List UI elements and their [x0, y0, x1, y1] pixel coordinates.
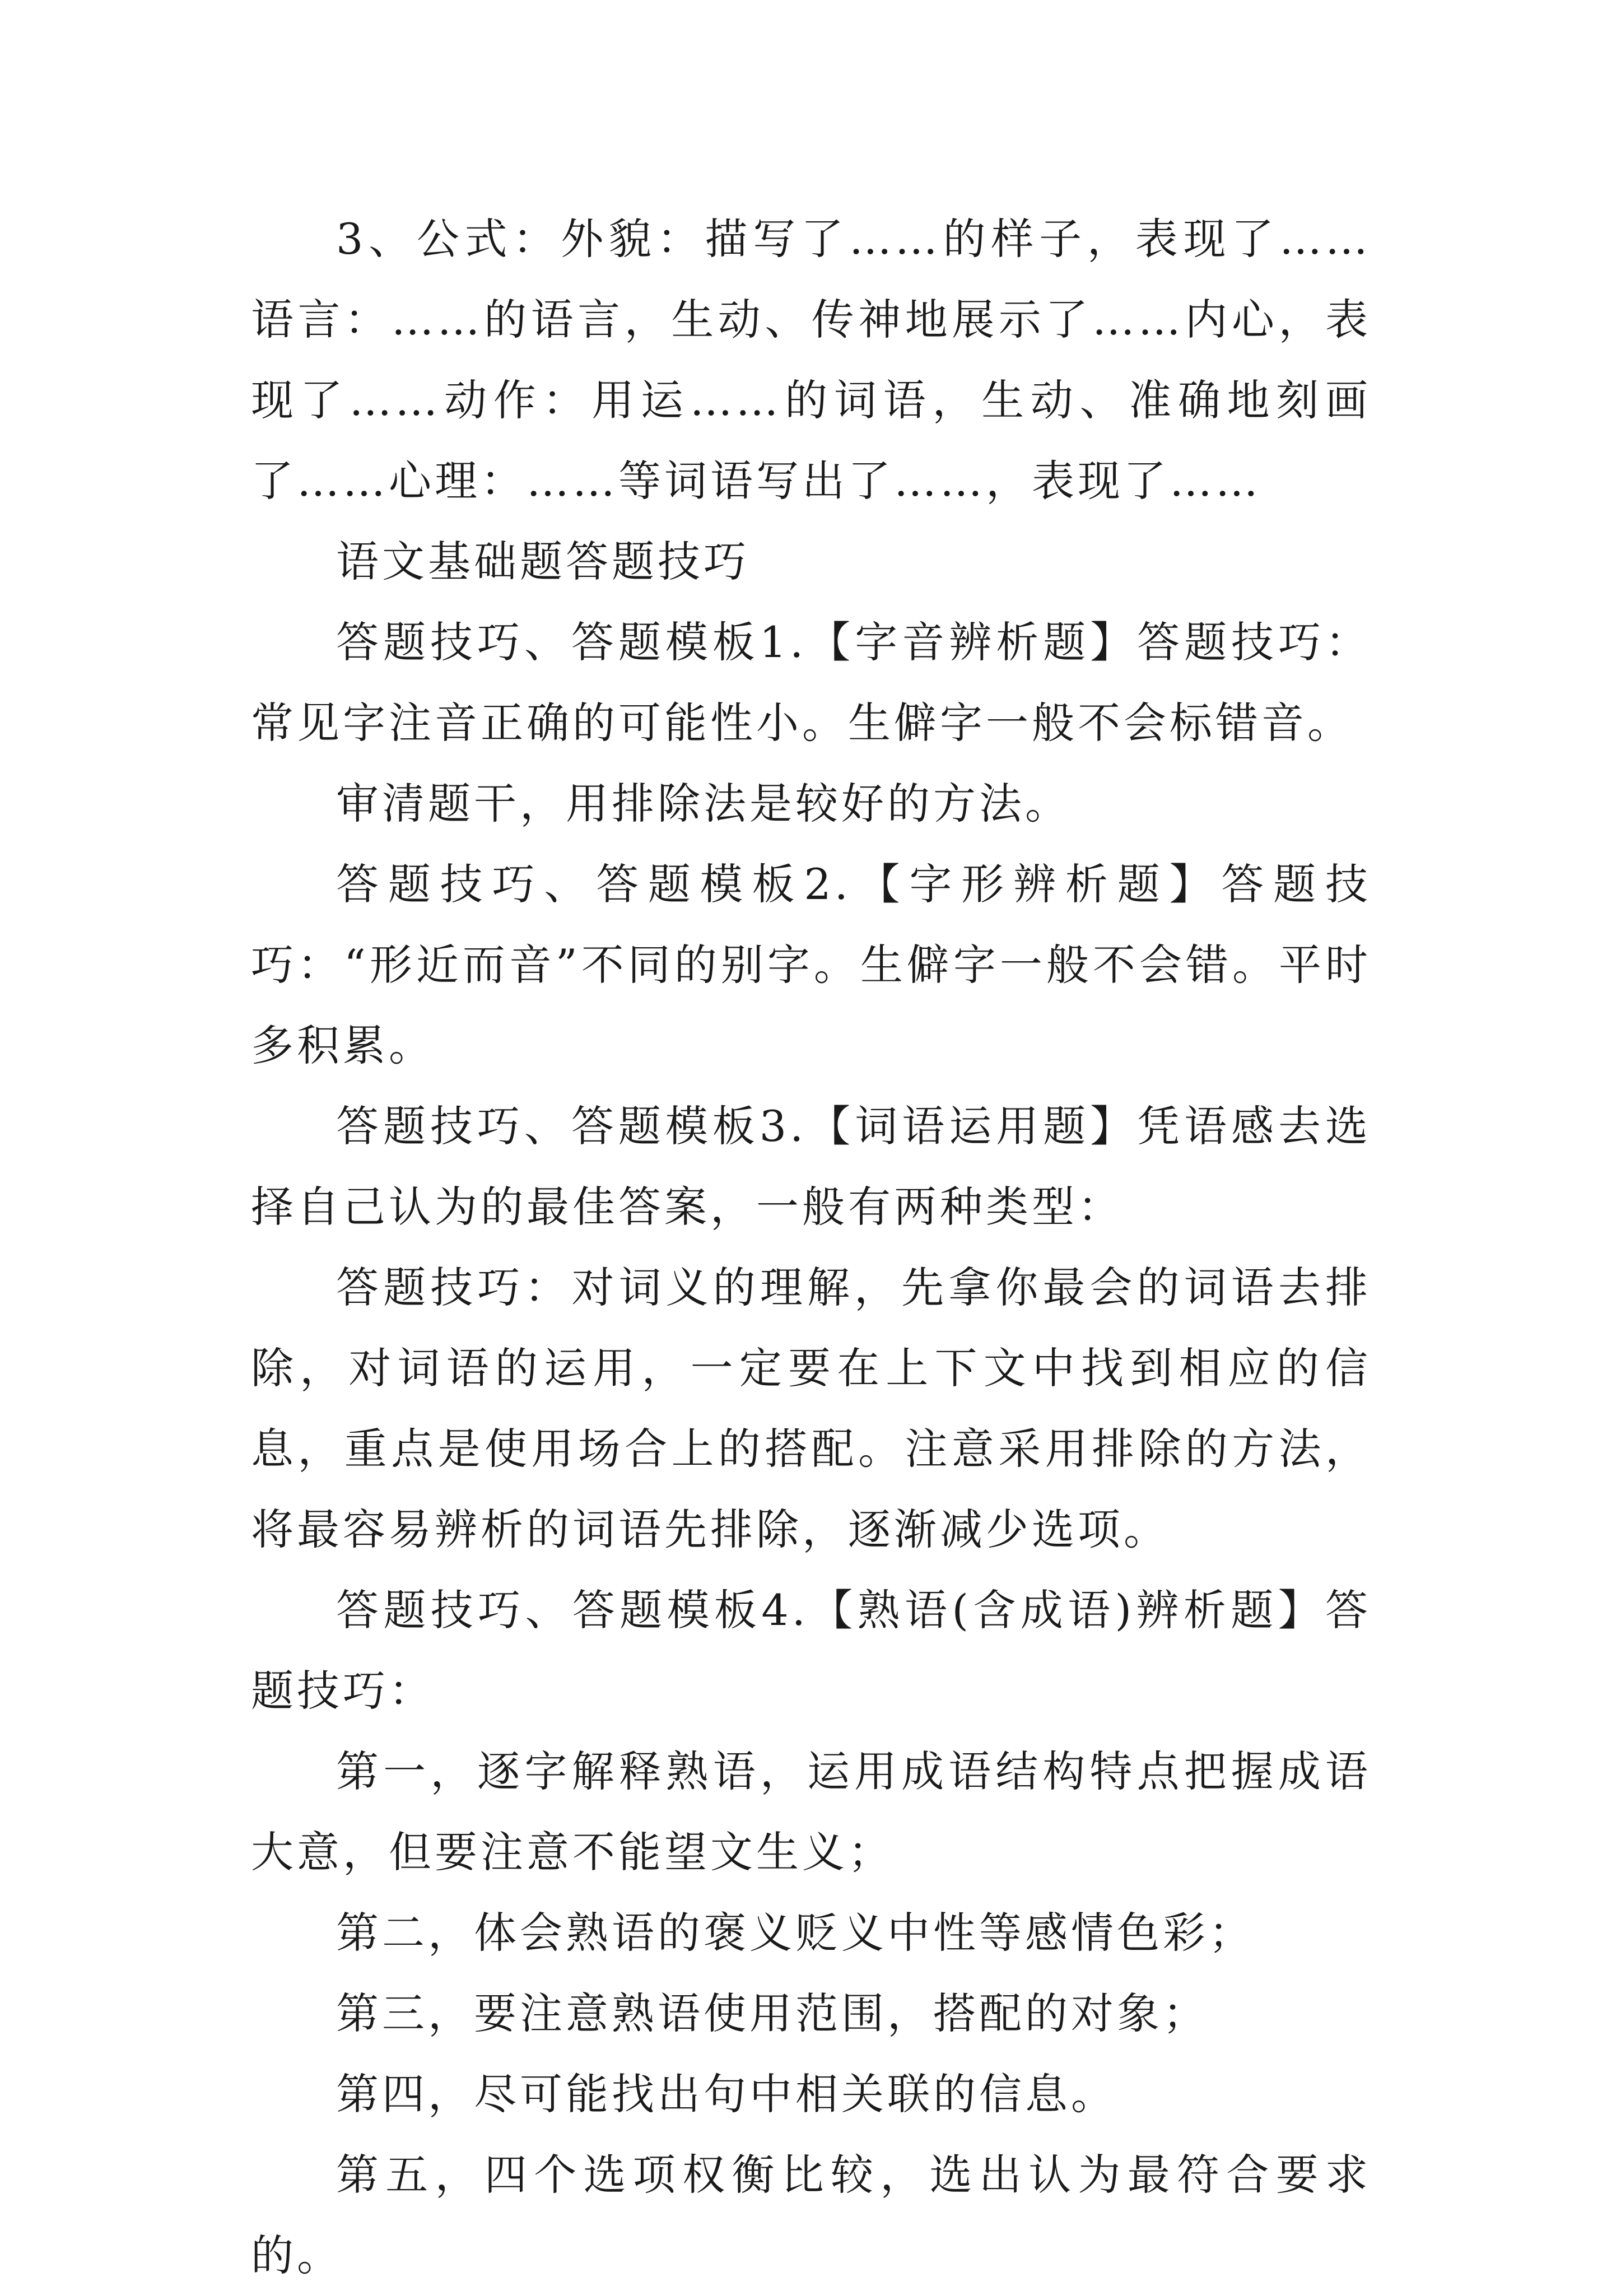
- paragraph-idiom-step-1: 第一，逐字解释熟语，运用成语结构特点把握成语大意，但要注意不能望文生义；: [251, 1747, 1371, 1877]
- paragraph-word-usage-tips: 答题技巧：对词义的理解，先拿你最会的词语去排除，对词语的运用，一定要在上下文中找到相应的信息，重点是使用场合上的搭配。注意采用排除的方法，将最容易辨析的词语先排除，逐渐减少选项。: [251, 1263, 1371, 1554]
- paragraph-idioms: 答题技巧、答题模板4.【熟语(含成语)辨析题】答题技巧：: [251, 1585, 1371, 1716]
- paragraph-formula: 3、公式：外貌：描写了……的样子，表现了……语言：……的语言，生动、传神地展示了……内心，表现了……动作：用运……的词语，生动、准确地刻画了……心理：……等词语写出了……，表现了……: [251, 214, 1371, 506]
- document-body: [251, 199, 1371, 2296]
- paragraph-idiom-step-4: 第四，尽可能找出句中相关联的信息。: [336, 2069, 1117, 2119]
- paragraph-idiom-step-5: 第五，四个选项权衡比较，选出认为最符合要求的。: [251, 2150, 1371, 2280]
- paragraph-idiom-step-3: 第三，要注意熟语使用范围，搭配的对象；: [336, 1988, 1209, 2038]
- paragraph-idiom-step-2: 第二，体会熟语的褒义贬义中性等感情色彩；: [336, 1908, 1255, 1958]
- paragraph-elimination: 审清题干，用排除法是较好的方法。: [336, 779, 1071, 828]
- section-heading-basic-skills: 语文基础题答题技巧: [336, 537, 749, 586]
- paragraph-pronunciation: 答题技巧、答题模板1.【字音辨析题】答题技巧：常见字注音正确的可能性小。生僻字一般不会标错音。: [251, 617, 1371, 748]
- paragraph-word-usage: 答题技巧、答题模板3.【词语运用题】凭语感去选择自己认为的最佳答案，一般有两种类型：: [251, 1101, 1371, 1232]
- paragraph-character-form: 答题技巧、答题模板2.【字形辨析题】答题技巧：“形近而音”不同的别字。生僻字一般不会错。平时多积累。: [251, 859, 1371, 1070]
